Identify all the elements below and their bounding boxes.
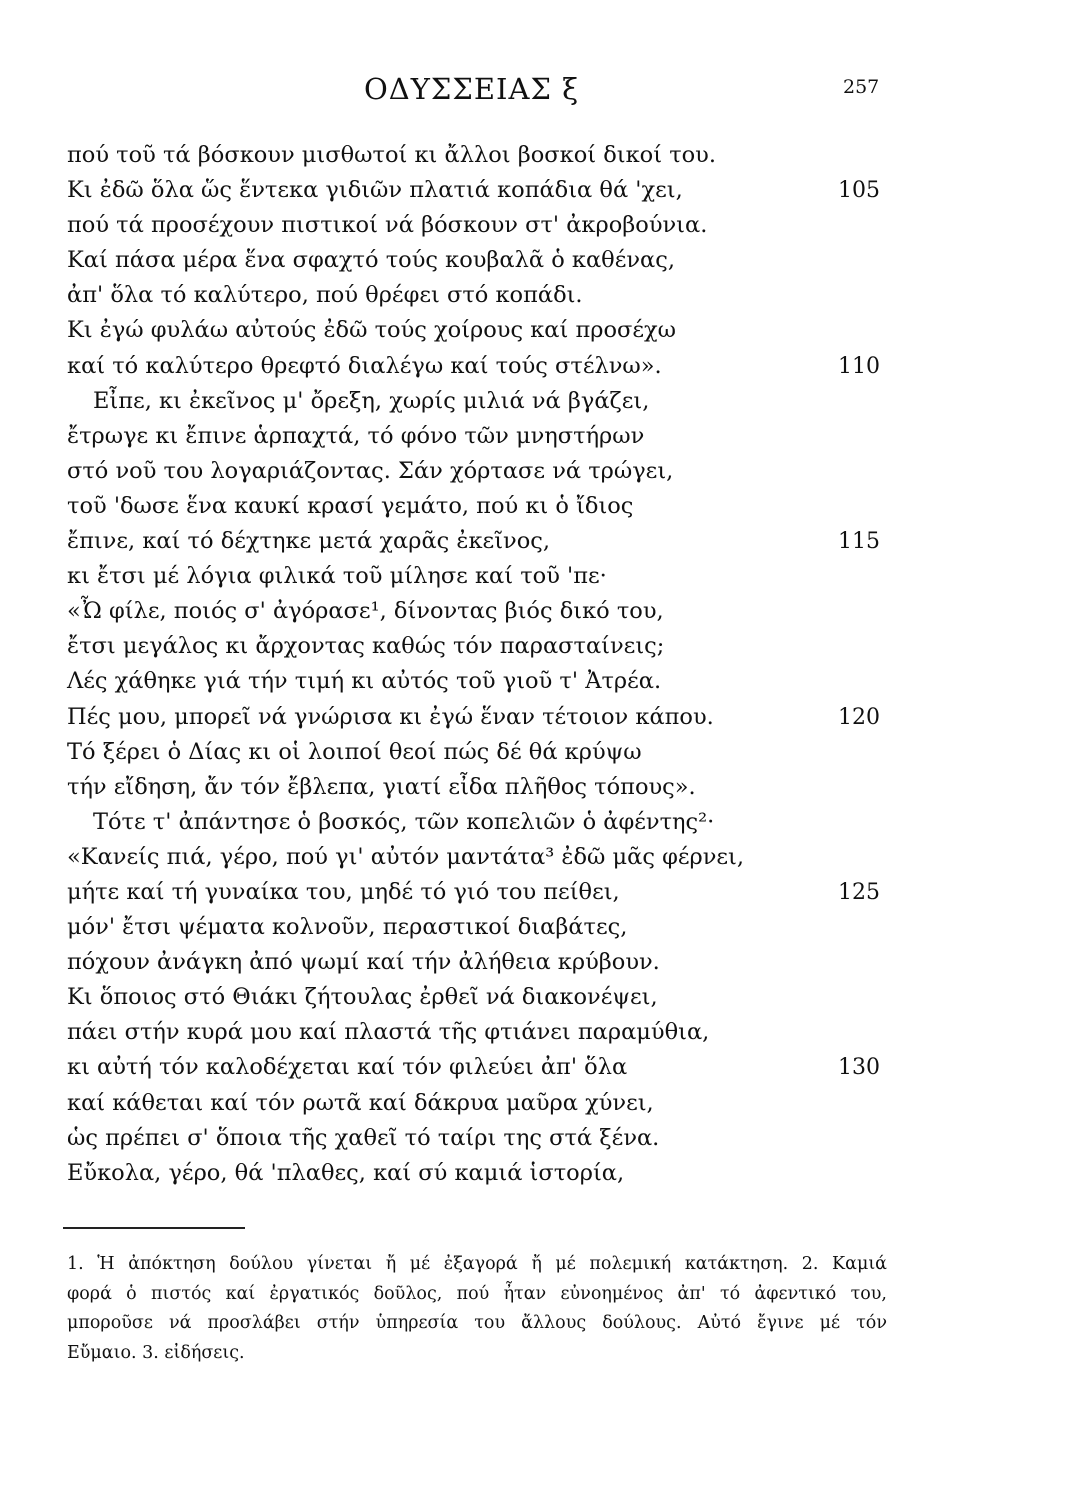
- verse-text: πού τά προσέχουν πιστικοί νά βόσκουν στ' ἀκροβούνια.: [67, 212, 708, 239]
- verse-text: Τό ξέρει ὁ Δίας κι οἱ λοιποί θεοί πώς δέ θά κρύψω: [67, 738, 642, 765]
- verse-line: [0, 1156, 1085, 1191]
- verse-line: [0, 524, 1085, 559]
- verse-text: καί τό καλύτερο θρεφτό διαλέγω καί τούς στέλνω».: [67, 352, 662, 379]
- verse-line: [0, 1015, 1085, 1050]
- verse-line: [0, 770, 1085, 805]
- verse-text: «Ὦ φίλε, ποιός σ' ἀγόρασε¹, δίνοντας βιός δικό του,: [67, 598, 664, 625]
- verse-line: [0, 805, 1085, 840]
- verse-line: [0, 910, 1085, 945]
- verse-line: [0, 208, 1085, 243]
- verse-text: ἔτρωγε κι ἔπινε ἁρπαχτά, τό φόνο τῶν μνηστήρων: [67, 422, 645, 449]
- verse-line: [0, 945, 1085, 980]
- verse-line: [0, 138, 1085, 173]
- line-number: 110: [838, 353, 880, 379]
- running-title: ΟΔΥΣΣΕΙΑΣ ξ: [364, 72, 580, 106]
- line-number: 130: [838, 1055, 880, 1081]
- verse-text: Κι ἐγώ φυλάω αὐτούς ἐδῶ τούς χοίρους καί προσέχω: [67, 317, 677, 344]
- verse-text: Εἶπε, κι ἐκεῖνος μ' ὄρεξη, χωρίς μιλιά νά βγάζει,: [93, 387, 650, 414]
- verse-text: πάει στήν κυρά μου καί πλαστά τῆς φτιάνει παραμύθια,: [67, 1019, 710, 1046]
- page-number: 257: [843, 76, 880, 98]
- verse-text: Τότε τ' ἀπάντησε ὁ βοσκός, τῶν κοπελιῶν ὁ ἀφέντης²·: [93, 808, 715, 835]
- verse-text: ἀπ' ὅλα τό καλύτερο, πού θρέφει στό κοπάδι.: [67, 282, 583, 309]
- line-number: 105: [838, 178, 880, 204]
- verse-line: [0, 384, 1085, 419]
- verse-text: κι ἔτσι μέ λόγια φιλικά τοῦ μίλησε καί τοῦ 'πε·: [67, 563, 607, 590]
- verse-line: [0, 1050, 1085, 1085]
- verse-text: ἔτσι μεγάλος κι ἄρχοντας καθώς τόν παρασταίνεις;: [67, 633, 665, 660]
- verse-text: τοῦ 'δωσε ἕνα καυκί κρασί γεμάτο, πού κι ὁ ἴδιος: [67, 492, 634, 519]
- verse-text: μήτε καί τή γυναίκα του, μηδέ τό γιό του πείθει,: [67, 878, 620, 905]
- poem-text: [0, 138, 1085, 1191]
- footnote-line: Εὔμαιο. 3. εἰδήσεις.: [67, 1342, 245, 1363]
- verse-line: [0, 419, 1085, 454]
- footnote-line: 1. Ἡ ἀπόκτηση δούλου γίνεται ἤ μέ ἐξαγορά ἤ μέ πολεμική κατάκτηση. 2. Καμιά: [67, 1254, 887, 1274]
- verse-line: [0, 454, 1085, 489]
- verse-line: [0, 875, 1085, 910]
- verse-line: [0, 559, 1085, 594]
- verse-text: καί κάθεται καί τόν ρωτᾶ καί δάκρυα μαῦρα χύνει,: [67, 1089, 654, 1116]
- verse-line: [0, 840, 1085, 875]
- page-header: [0, 72, 1085, 112]
- verse-line: [0, 664, 1085, 699]
- verse-text: Εὔκολα, γέρο, θά 'πλαθες, καί σύ καμιά ἱστορία,: [67, 1159, 625, 1186]
- verse-line: [0, 173, 1085, 208]
- verse-text: ἔπινε, καί τό δέχτηκε μετά χαρᾶς ἐκεῖνος,: [67, 528, 551, 555]
- verse-text: πόχουν ἀνάγκη ἀπό ψωμί καί τήν ἀλήθεια κρύβουν.: [67, 949, 660, 976]
- verse-text: στό νοῦ του λογαριάζοντας. Σάν χόρτασε νά τρώγει,: [67, 457, 674, 484]
- verse-text: ὡς πρέπει σ' ὅποια τῆς χαθεῖ τό ταίρι της στά ξένα.: [67, 1124, 660, 1151]
- verse-text: Λές χάθηκε γιά τήν τιμή κι αὐτός τοῦ γιοῦ τ' Ἀτρέα.: [67, 668, 662, 695]
- verse-text: τήν εἴδηση, ἄν τόν ἔβλεπα, γιατί εἶδα πλῆθος τόπους».: [67, 773, 696, 800]
- footnote-divider: [63, 1227, 245, 1229]
- footnotes: [67, 1250, 887, 1368]
- verse-line: [0, 735, 1085, 770]
- verse-line: [0, 594, 1085, 629]
- footnote-line: φορά ὁ πιστός καί ἐργατικός δοῦλος, πού ἦταν εὐνοημένος ἀπ' τό ἀφεντικό του,: [67, 1283, 887, 1304]
- line-number: 120: [838, 704, 880, 730]
- line-number: 115: [838, 529, 880, 555]
- verse-line: [0, 1121, 1085, 1156]
- verse-text: Κι ὅποιος στό Θιάκι ζήτουλας ἐρθεῖ νά διακονέψει,: [67, 984, 658, 1011]
- verse-line: [0, 700, 1085, 735]
- line-number: 125: [838, 879, 880, 905]
- verse-text: κι αὐτή τόν καλοδέχεται καί τόν φιλεύει ἀπ' ὅλα: [67, 1054, 628, 1081]
- footnote-line: μποροῦσε νά προσλάβει στήν ὑπηρεσία του ἄλλους δούλους. Αὐτό ἔγινε μέ τόν: [67, 1313, 887, 1333]
- verse-text: πού τοῦ τά βόσκουν μισθωτοί κι ἄλλοι βοσκοί δικοί του.: [67, 142, 717, 168]
- verse-line: [0, 313, 1085, 348]
- verse-line: [0, 278, 1085, 313]
- verse-line: [0, 489, 1085, 524]
- verse-line: [0, 980, 1085, 1015]
- verse-text: Καί πάσα μέρα ἕνα σφαχτό τούς κουβαλᾶ ὁ καθένας,: [67, 247, 676, 274]
- verse-line: [0, 629, 1085, 664]
- verse-text: μόν' ἔτσι ψέματα κολνοῦν, περαστικοί διαβάτες,: [67, 914, 628, 941]
- verse-text: Κι ἐδῶ ὅλα ὥς ἕντεκα γιδιῶν πλατιά κοπάδια θά 'χει,: [67, 177, 683, 204]
- verse-line: [0, 1086, 1085, 1121]
- verse-line: [0, 349, 1085, 384]
- verse-text: Πές μου, μπορεῖ νά γνώρισα κι ἐγώ ἕναν τέτοιον κάπου.: [67, 703, 714, 730]
- verse-text: «Κανείς πιά, γέρο, πού γι' αὐτόν μαντάτα³ ἐδῶ μᾶς φέρνει,: [67, 843, 745, 870]
- verse-line: [0, 243, 1085, 278]
